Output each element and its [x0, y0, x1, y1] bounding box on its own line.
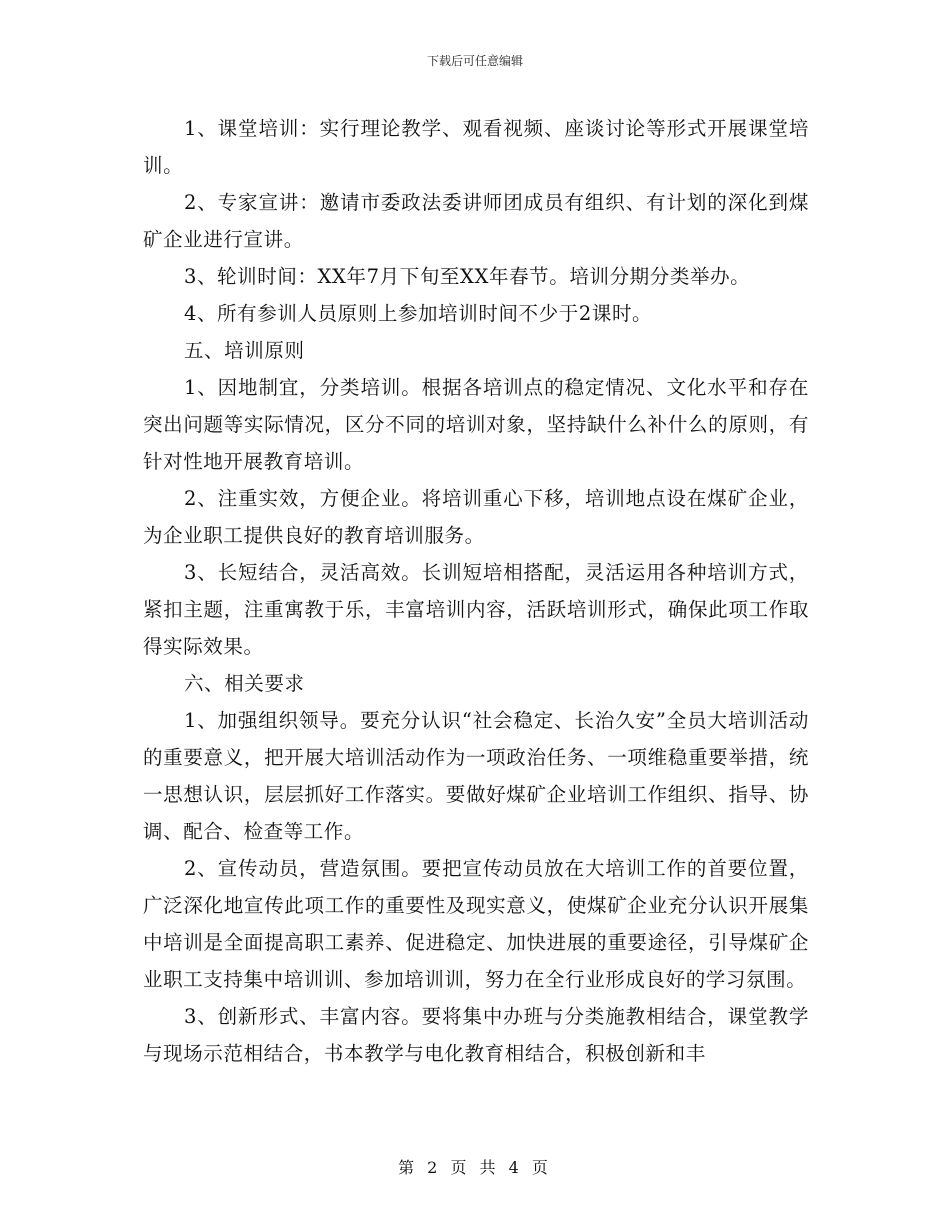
- page-number: 第 2 页 共 4 页: [398, 1158, 552, 1177]
- section-heading-requirements: 六、相关要求: [183, 672, 305, 695]
- paragraph-class-training: 1、课堂培训：实行理论教学、观看视频、座谈讨论等形式开展课堂培训。: [143, 117, 809, 177]
- page-header-note: 下载后可任意编辑: [426, 54, 523, 68]
- paragraph-training-hours: 4、所有参训人员原则上参加培训时间不少于2课时。: [183, 302, 653, 325]
- paragraph-expert-lecture: 2、专家宣讲：邀请市委政法委讲师团成员有组织、有计划的深化到煤矿企业进行宣讲。: [143, 191, 809, 251]
- document-body: [143, 110, 809, 1072]
- paragraph-principle-1: 1、因地制宜，分类培训。根据各培训点的稳定情况、文化水平和存在突出问题等实际情况，区分不同的培训对象，坚持缺什么补什么的原则，有针对性地开展教育培训。: [143, 376, 809, 473]
- section-heading-training-principles: 五、培训原则: [183, 339, 305, 362]
- paragraph-principle-3: 3、长短结合，灵活高效。长训短培相搭配，灵活运用各种培训方式，紧扣主题，注重寓教于乐，丰富培训内容，活跃培训形式，确保此项工作取得实际效果。: [143, 561, 809, 658]
- paragraph-requirement-1: 1、加强组织领导。要充分认识“社会稳定、长治久安”全员大培训活动的重要意义，把开展大培训活动作为一项政治任务、一项维稳重要举措，统一思想认识，层层抓好工作落实。要做好煤矿企业培训工作组织、指导、协调、配合、检查等工作。: [143, 709, 809, 843]
- paragraph-principle-2: 2、注重实效，方便企业。将培训重心下移，培训地点设在煤矿企业，为企业职工提供良好的教育培训服务。: [143, 487, 809, 547]
- paragraph-requirement-2: 2、宣传动员，营造氛围。要把宣传动员放在大培训工作的首要位置，广泛深化地宣传此项工作的重要性及现实意义，使煤矿企业充分认识开展集中培训是全面提高职工素养、促进稳定、加快进展的重要途径，引导煤矿企业职工支持集中培训训、参加培训训，努力在全行业形成良好的学习氛围。: [143, 857, 809, 991]
- paragraph-requirement-3: 3、创新形式、丰富内容。要将集中办班与分类施教相结合，课堂教学与现场示范相结合，书本教学与电化教育相结合，积极创新和丰: [143, 1005, 809, 1065]
- paragraph-rotation-time: 3、轮训时间：XX年7月下旬至XX年春节。培训分期分类举办。: [183, 265, 751, 288]
